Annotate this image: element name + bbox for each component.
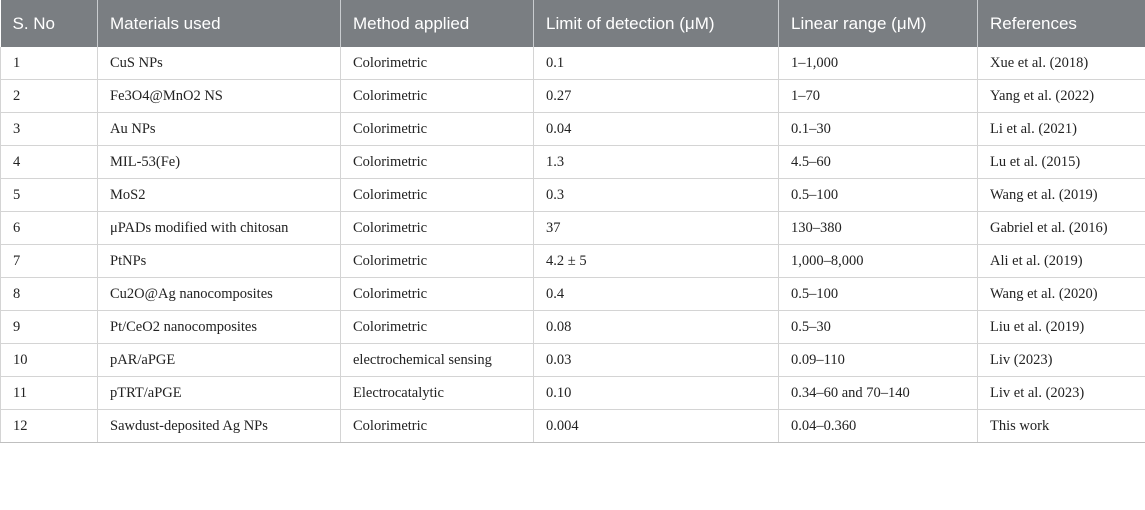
table-row [1,245,1145,278]
linear-range-cell: 1–70 [779,80,978,113]
table-row [1,410,1145,443]
materials-cell: pAR/aPGE [98,344,341,377]
method-cell: Colorimetric [341,311,534,344]
linear-range-cell: 0.1–30 [779,113,978,146]
linear-range-cell: 0.34–60 and 70–140 [779,377,978,410]
serial-number-cell: 3 [1,113,98,146]
method-cell: Colorimetric [341,47,534,80]
materials-cell: MoS2 [98,179,341,212]
materials-cell: Sawdust-deposited Ag NPs [98,410,341,443]
linear-range-cell: 0.04–0.360 [779,410,978,443]
header-materials-used: Materials used [98,0,341,47]
table-row [1,377,1145,410]
reference-cell: Wang et al. (2019) [978,179,1145,212]
table-row [1,47,1145,80]
serial-number-cell: 2 [1,80,98,113]
serial-number-cell: 5 [1,179,98,212]
linear-range-cell: 0.5–30 [779,311,978,344]
method-cell: Colorimetric [341,278,534,311]
header-references: References [978,0,1145,47]
reference-cell: Lu et al. (2015) [978,146,1145,179]
lod-cell: 4.2 ± 5 [534,245,779,278]
reference-cell: Wang et al. (2020) [978,278,1145,311]
method-cell: Colorimetric [341,146,534,179]
serial-number-cell: 11 [1,377,98,410]
materials-cell: Fe3O4@MnO2 NS [98,80,341,113]
lod-cell: 37 [534,212,779,245]
table-row [1,311,1145,344]
method-cell: Colorimetric [341,212,534,245]
header-linear-range: Linear range (μM) [779,0,978,47]
lod-cell: 0.10 [534,377,779,410]
lod-cell: 0.1 [534,47,779,80]
lod-cell: 0.4 [534,278,779,311]
method-cell: Colorimetric [341,179,534,212]
serial-number-cell: 1 [1,47,98,80]
linear-range-cell: 1,000–8,000 [779,245,978,278]
serial-number-cell: 9 [1,311,98,344]
table-row [1,212,1145,245]
table-row [1,80,1145,113]
method-cell: Electrocatalytic [341,377,534,410]
header-limit-of-detection: Limit of detection (μM) [534,0,779,47]
materials-cell: μPADs modified with chitosan [98,212,341,245]
materials-cell: pTRT/aPGE [98,377,341,410]
materials-cell: Au NPs [98,113,341,146]
method-cell: Colorimetric [341,80,534,113]
table-row [1,344,1145,377]
table-header [1,0,1145,47]
header-method-applied: Method applied [341,0,534,47]
lod-cell: 0.08 [534,311,779,344]
serial-number-cell: 7 [1,245,98,278]
reference-cell: Liv (2023) [978,344,1145,377]
lod-cell: 0.03 [534,344,779,377]
reference-cell: Liu et al. (2019) [978,311,1145,344]
method-cell: electrochemical sensing [341,344,534,377]
linear-range-cell: 4.5–60 [779,146,978,179]
method-cell: Colorimetric [341,245,534,278]
table-row [1,278,1145,311]
materials-cell: Pt/CeO2 nanocomposites [98,311,341,344]
table-row [1,146,1145,179]
reference-cell: Yang et al. (2022) [978,80,1145,113]
linear-range-cell: 1–1,000 [779,47,978,80]
linear-range-cell: 130–380 [779,212,978,245]
table-body [1,47,1145,443]
materials-cell: PtNPs [98,245,341,278]
table-row [1,179,1145,212]
serial-number-cell: 6 [1,212,98,245]
serial-number-cell: 10 [1,344,98,377]
reference-cell: This work [978,410,1145,443]
reference-cell: Xue et al. (2018) [978,47,1145,80]
lod-cell: 0.04 [534,113,779,146]
reference-cell: Gabriel et al. (2016) [978,212,1145,245]
lod-cell: 0.27 [534,80,779,113]
lod-cell: 0.004 [534,410,779,443]
reference-cell: Ali et al. (2019) [978,245,1145,278]
reference-cell: Li et al. (2021) [978,113,1145,146]
table-row [1,113,1145,146]
lod-cell: 0.3 [534,179,779,212]
serial-number-cell: 8 [1,278,98,311]
serial-number-cell: 12 [1,410,98,443]
linear-range-cell: 0.09–110 [779,344,978,377]
method-cell: Colorimetric [341,113,534,146]
reference-cell: Liv et al. (2023) [978,377,1145,410]
lod-cell: 1.3 [534,146,779,179]
header-serial-number: S. No [1,0,98,47]
materials-cell: Cu2O@Ag nanocomposites [98,278,341,311]
linear-range-cell: 0.5–100 [779,278,978,311]
materials-cell: MIL-53(Fe) [98,146,341,179]
method-cell: Colorimetric [341,410,534,443]
linear-range-cell: 0.5–100 [779,179,978,212]
header-row [1,0,1145,47]
serial-number-cell: 4 [1,146,98,179]
materials-cell: CuS NPs [98,47,341,80]
